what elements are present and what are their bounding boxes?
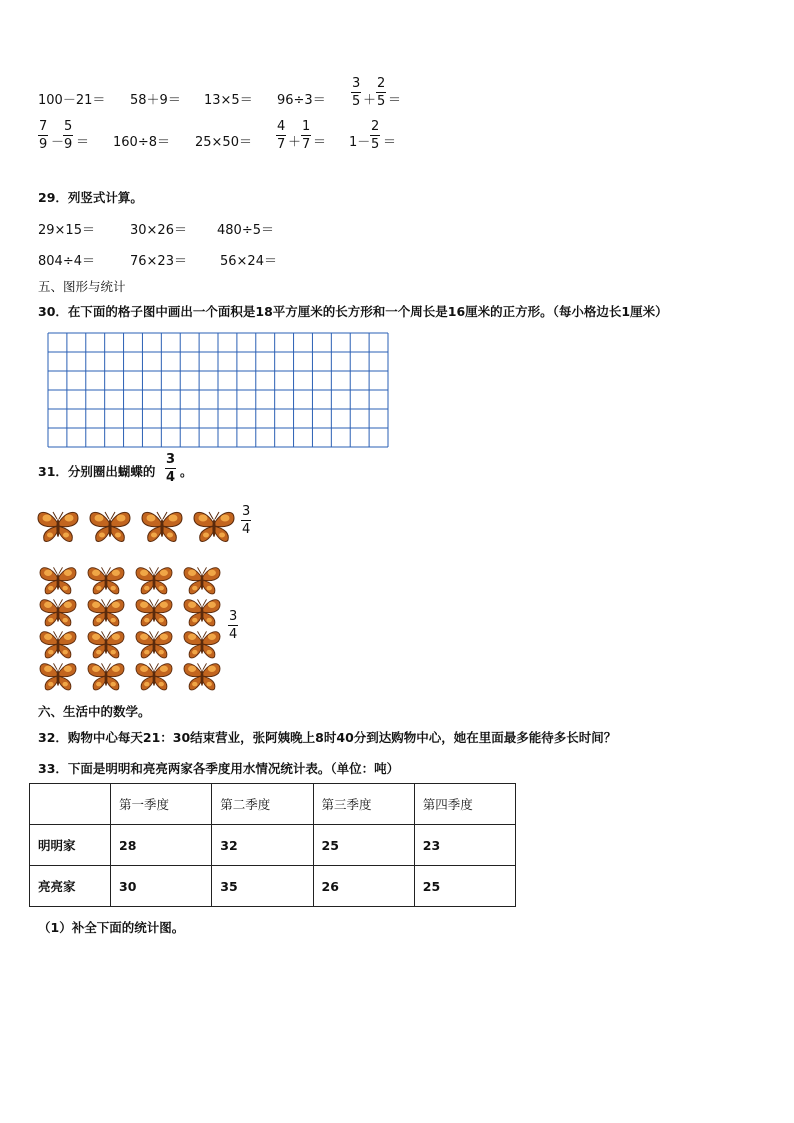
equals-sign: ＝ [383, 135, 397, 150]
butterfly-icon [90, 512, 130, 542]
table-row [30, 866, 516, 907]
table-header-cell: 第二季度 [212, 784, 313, 825]
butterfly-group-2 [38, 563, 228, 693]
equals-sign: ＝ [388, 93, 402, 108]
fraction-1-7: 1 7 [302, 119, 311, 152]
table-header-row [30, 784, 516, 825]
calc-item: 29×15＝ [38, 223, 95, 238]
butterfly-icon [136, 599, 172, 626]
question-29-title: 29．列竖式计算。 [38, 190, 143, 205]
butterfly-icon [136, 631, 172, 658]
butterfly-group-1 [36, 505, 241, 547]
butterfly-icon [40, 599, 76, 626]
fraction-7-9: 7 9 [39, 119, 48, 152]
table-cell: 25 [414, 866, 515, 907]
fraction-5-9: 5 9 [64, 119, 73, 152]
table-header-cell: 第四季度 [414, 784, 515, 825]
equals-sign: ＝ [76, 135, 90, 150]
butterfly-icon [136, 567, 172, 594]
fraction-3-4-group-2: 3 4 [229, 609, 238, 642]
butterfly-icon [88, 631, 124, 658]
table-cell: 25 [313, 825, 414, 866]
question-33-sub-1: （1）补全下面的统计图。 [38, 920, 185, 935]
plus-sign: ＋ [288, 135, 302, 150]
butterfly-icon [88, 599, 124, 626]
fraction-4-7: 4 7 [277, 119, 286, 152]
fraction-2-5: 2 5 [371, 119, 380, 152]
butterfly-icon [136, 663, 172, 690]
expr-96-div-3: 96÷3＝ [277, 93, 326, 108]
table-cell: 30 [111, 866, 212, 907]
fraction-2-5: 2 5 [377, 76, 386, 109]
butterfly-icon [184, 631, 220, 658]
table-cell: 23 [414, 825, 515, 866]
butterfly-icon [38, 512, 78, 542]
calc-item: 56×24＝ [220, 254, 277, 269]
butterfly-icon [184, 567, 220, 594]
butterfly-icon [142, 512, 182, 542]
question-33-title: 33．下面是明明和亮亮两家各季度用水情况统计表。（单位：吨） [38, 761, 400, 776]
one-minus: 1－ [349, 135, 371, 150]
expr-160-div-8: 160÷8＝ [113, 135, 170, 150]
question-32-title: 32．购物中心每天21：30结束营业，张阿姨晚上8时40分到达购物中心，她在里面最多能待多长时间？ [38, 730, 617, 745]
period: 。 [180, 464, 193, 479]
water-usage-table [29, 783, 516, 907]
calc-item: 76×23＝ [130, 254, 187, 269]
table-header-cell: 第一季度 [111, 784, 212, 825]
calc-item: 480÷5＝ [217, 223, 274, 238]
table-cell: 明明家 [30, 825, 111, 866]
butterfly-icon [184, 663, 220, 690]
fraction-3-4: 3 4 [166, 452, 176, 485]
butterfly-icon [194, 512, 234, 542]
equals-sign: ＝ [313, 135, 327, 150]
question-30-title: 30．在下面的格子图中画出一个面积是18平方厘米的长方形和一个周长是16厘米的正方形。（每小格边长1厘米） [38, 304, 668, 319]
butterfly-icon [184, 599, 220, 626]
fraction-3-4-group-1: 3 4 [242, 504, 251, 537]
expr-25-times-50: 25×50＝ [195, 135, 252, 150]
calc-item: 804÷4＝ [38, 254, 95, 269]
table-cell: 32 [212, 825, 313, 866]
butterfly-icon [40, 631, 76, 658]
table-header-cell [30, 784, 111, 825]
question-31-title [38, 462, 155, 480]
expr-100-minus-21: 100－21＝ [38, 93, 106, 108]
expr-58-plus-9: 58＋9＝ [130, 93, 181, 108]
fraction-3-5: 3 5 [352, 76, 361, 109]
minus-sign: － [51, 135, 65, 150]
table-cell: 26 [313, 866, 414, 907]
calc-item: 30×26＝ [130, 223, 187, 238]
plus-sign: ＋ [363, 93, 377, 108]
butterfly-icon [40, 567, 76, 594]
butterfly-icon [40, 663, 76, 690]
table-cell: 35 [212, 866, 313, 907]
butterfly-icon [88, 663, 124, 690]
table-row [30, 825, 516, 866]
expr-13-times-5: 13×5＝ [204, 93, 253, 108]
square-grid[interactable] [47, 332, 389, 448]
butterfly-icon [88, 567, 124, 594]
table-cell: 28 [111, 825, 212, 866]
section-6-heading: 六、生活中的数学。 [38, 704, 151, 719]
section-5-heading: 五、图形与统计 [38, 279, 126, 294]
table-header-cell: 第三季度 [313, 784, 414, 825]
question-31-text: 31．分别圈出蝴蝶的 [38, 464, 156, 479]
table-cell: 亮亮家 [30, 866, 111, 907]
